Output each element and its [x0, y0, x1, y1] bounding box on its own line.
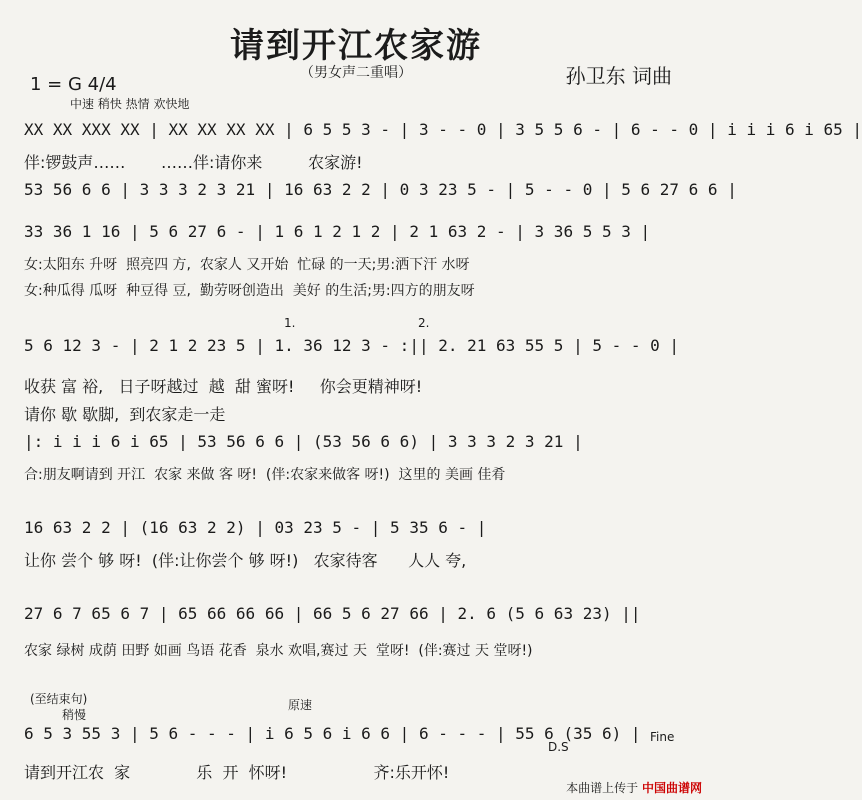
- page-subtitle: （男女声二重唱）: [300, 65, 412, 81]
- notation-row-7: 27 6 7 65 6 7 | 65 66 66 66 | 66 5 6 27 66 | 2. 6 (5 6 63 23) ||: [24, 604, 641, 623]
- site-name: 中国曲谱网: [641, 781, 702, 795]
- fine-marking: Fine: [650, 730, 675, 744]
- footer-watermark: [566, 779, 702, 796]
- lyric-row-8: 请到开江农 家 乐 开 怀呀! 齐:乐开怀!: [24, 763, 450, 782]
- page-title: 请到开江农家游: [230, 26, 482, 66]
- notation-row-1: XX XX XXX XX | XX XX XX XX | 6 5 5 3 - | 3 - - 0 | 3 5 5 6 - | 6 - - 0 | i i i 6 i 65 |: [24, 120, 862, 139]
- notation-row-8: 6 5 3 55 3 | 5 6 - - - | i 6 5 6 i 6 6 | 6 - - - | 55 6 (35 6) |: [24, 724, 641, 743]
- lyric-row-1: 伴:锣鼓声…… ……伴:请你来 农家游!: [24, 153, 363, 172]
- notation-row-6: 16 63 2 2 | (16 63 2 2) | 03 23 5 - | 5 35 6 - |: [24, 518, 487, 537]
- lyric-row-4b: 请你 歇 歇脚, 到农家走一走: [24, 405, 226, 424]
- lyric-row-4a: 收获 富 裕, 日子呀越过 越 甜 蜜呀! 你会更精神呀!: [24, 377, 423, 396]
- notation-row-4: 5 6 12 3 - | 2 1 2 23 5 | 1. 36 12 3 - :|| 2. 21 63 55 5 | 5 - - 0 |: [24, 336, 680, 355]
- section-end-note: (至结束句): [30, 692, 88, 706]
- slow-marking: 稍慢: [62, 708, 87, 722]
- key-signature: 1 = G 4/4: [30, 74, 117, 95]
- lyric-row-7: 农家 绿树 成荫 田野 如画 鸟语 花香 泉水 欢唱,赛过 天 堂呀! (伴:赛过 天 堂呀!): [24, 643, 533, 659]
- volta-1-label: 1.: [284, 316, 296, 330]
- tempo-marking: 中速 稍快 热情 欢快地: [70, 97, 190, 111]
- lyric-row-3a: 女:太阳东 升呀 照亮四 方, 农家人 又开始 忙碌 的一天;男:洒下汗 水呀: [24, 257, 470, 273]
- volta-2-label: 2.: [418, 316, 430, 330]
- lyric-row-3b: 女:种瓜得 瓜呀 种豆得 豆, 勤劳呀创造出 美好 的生活;男:四方的朋友呀: [24, 283, 475, 299]
- original-tempo-marking: 原速: [288, 698, 313, 712]
- notation-row-2: 53 56 6 6 | 3 3 3 2 3 21 | 16 63 2 2 | 0 3 23 5 - | 5 - - 0 | 5 6 27 6 6 |: [24, 180, 737, 199]
- upload-text: 本曲谱上传于: [566, 781, 639, 795]
- composer-credit: 孙卫东 词曲: [565, 64, 672, 88]
- lyric-row-6: 让你 尝个 够 呀! (伴:让你尝个 够 呀!) 农家待客 人人 夸,: [24, 551, 467, 570]
- ds-marking: D.S: [548, 740, 569, 754]
- notation-row-3: 33 36 1 16 | 5 6 27 6 - | 1 6 1 2 1 2 | 2 1 63 2 - | 3 36 5 5 3 |: [24, 222, 651, 241]
- lyric-row-5: 合:朋友啊请到 开江 农家 来做 客 呀! (伴:农家来做客 呀!) 这里的 美画 佳肴: [24, 467, 506, 483]
- notation-row-5: |: i i i 6 i 65 | 53 56 6 6 | (53 56 6 6) | 3 3 3 2 3 21 |: [24, 432, 583, 451]
